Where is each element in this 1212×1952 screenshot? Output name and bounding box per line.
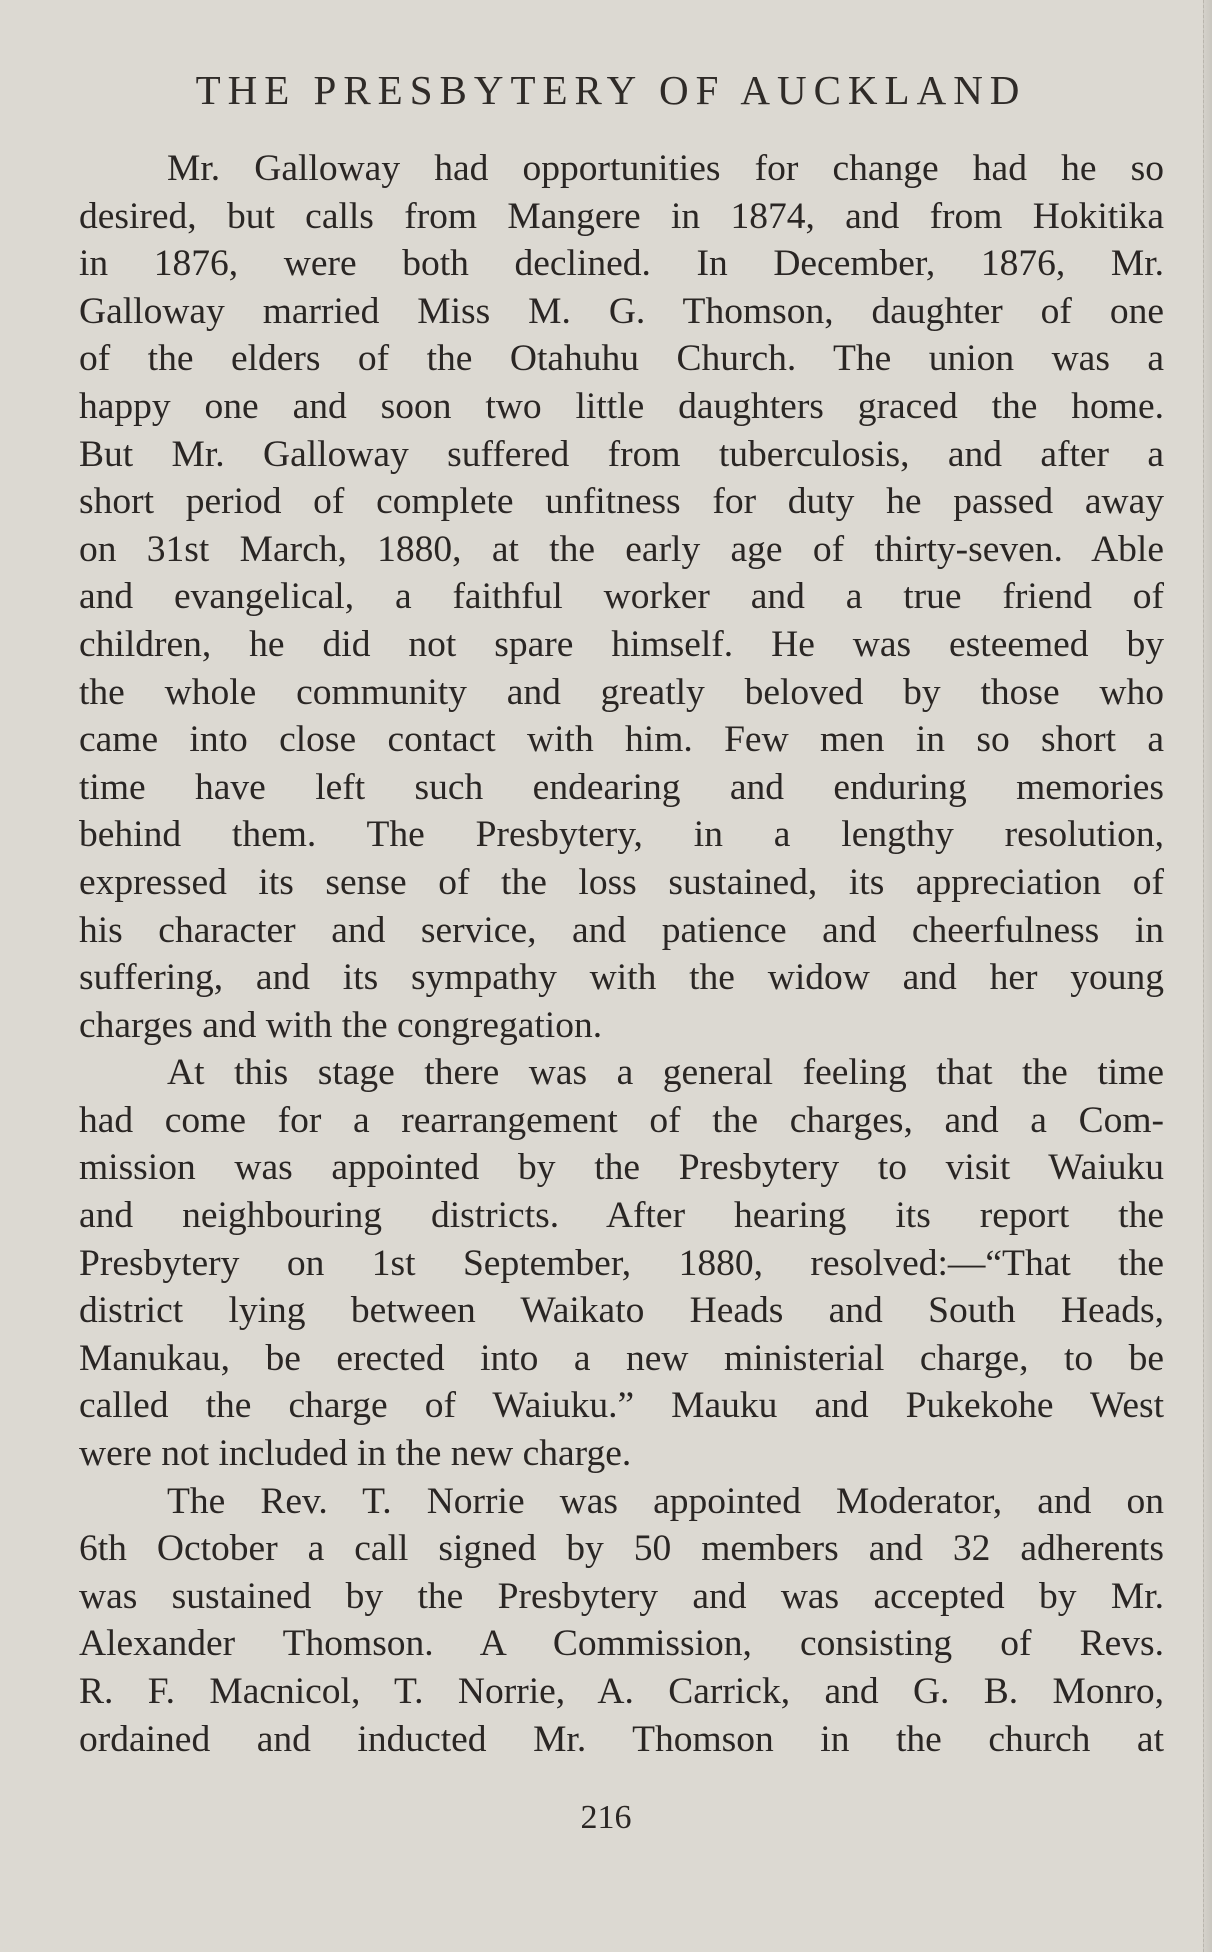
text-line: in 1876, were both declined. In December, 1876, Mr.: [79, 243, 1164, 285]
text-line: 6th October a call signed by 50 members and 32 adherents: [79, 1528, 1164, 1570]
text-line: behind them. The Presbytery, in a lengthy resolution,: [79, 814, 1164, 856]
text-line: short period of complete unfitness for duty he passed away: [79, 481, 1164, 523]
running-head: THE PRESBYTERY OF AUCKLAND: [195, 67, 1027, 113]
body-text: [79, 145, 1164, 1763]
text-line: charges and with the congregation.: [79, 1004, 603, 1046]
paragraph-rearrangement: [79, 1049, 1164, 1477]
text-line: was sustained by the Presbytery and was accepted by Mr.: [79, 1575, 1164, 1617]
text-line: called the charge of Waiuku.” Mauku and Pukekohe West: [79, 1385, 1164, 1427]
text-line: the whole community and greatly beloved by those who: [79, 671, 1164, 713]
text-line: Presbytery on 1st September, 1880, resolved:—“That the: [79, 1242, 1164, 1284]
text-line: Mr. Galloway had opportunities for change had he so: [167, 148, 1164, 189]
page-edge: [1203, 0, 1212, 1952]
text-line: came into close contact with him. Few men in so short a: [79, 719, 1164, 761]
text-line: mission was appointed by the Presbytery to visit Waiuku: [79, 1147, 1164, 1189]
paragraph-norrie: [79, 1478, 1164, 1764]
text-line: But Mr. Galloway suffered from tuberculosis, and after a: [79, 433, 1164, 475]
text-line: his character and service, and patience and cheerfulness in: [79, 909, 1164, 951]
text-line: The Rev. T. Norrie was appointed Moderator, and on: [167, 1480, 1164, 1522]
text-line: Manukau, be erected into a new ministerial charge, to be: [79, 1337, 1164, 1379]
text-line: were not included in the new charge.: [79, 1433, 632, 1475]
text-line: and neighbouring districts. After hearing its report the: [79, 1195, 1164, 1237]
text-line: children, he did not spare himself. He was esteemed by: [79, 623, 1164, 665]
text-line: suffering, and its sympathy with the widow and her young: [79, 957, 1164, 999]
text-line: R. F. Macnicol, T. Norrie, A. Carrick, and G. B. Monro,: [79, 1671, 1164, 1712]
text-line: and evangelical, a faithful worker and a true friend of: [79, 576, 1164, 618]
text-line: Galloway married Miss M. G. Thomson, daughter of one: [79, 290, 1164, 332]
text-line: happy one and soon two little daughters graced the home.: [79, 385, 1164, 427]
text-line: of the elders of the Otahuhu Church. The union was a: [79, 338, 1164, 380]
text-line: ordained and inducted Mr. Thomson in the church at: [79, 1718, 1164, 1760]
text-line: expressed its sense of the loss sustained, its appreciation of: [79, 861, 1164, 903]
text-line: Alexander Thomson. A Commission, consisting of Revs.: [79, 1623, 1164, 1665]
text-line: on 31st March, 1880, at the early age of thirty-seven. Able: [79, 528, 1164, 570]
text-line: time have left such endearing and enduring memories: [79, 766, 1164, 808]
page-number: 216: [580, 1799, 632, 1836]
text-line: At this stage there was a general feeling that the time: [167, 1052, 1164, 1094]
text-line: district lying between Waikato Heads and South Heads,: [79, 1290, 1164, 1332]
paragraph-galloway: [79, 145, 1164, 1049]
text-line: had come for a rearrangement of the charges, and a Com-: [79, 1099, 1164, 1141]
text-line: desired, but calls from Mangere in 1874, and from Hokitika: [79, 195, 1164, 237]
